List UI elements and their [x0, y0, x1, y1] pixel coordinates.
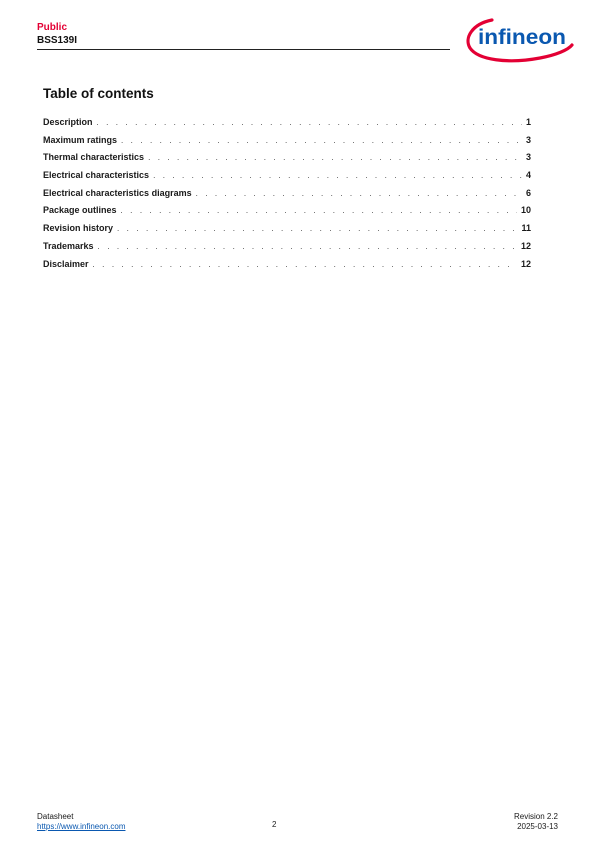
toc-entry[interactable]	[43, 223, 531, 241]
toc-entry-page[interactable]: 12	[520, 240, 531, 251]
toc-entry-label[interactable]: Disclaimer	[43, 258, 89, 269]
toc-leader-dots	[121, 206, 517, 215]
footer-right	[514, 812, 558, 832]
toc-entry-label[interactable]: Package outlines	[43, 205, 117, 216]
footer-left	[37, 812, 125, 832]
toc-leader-dots	[98, 242, 517, 251]
toc-leader-dots	[93, 260, 517, 269]
toc-entry[interactable]	[43, 188, 531, 206]
toc-entry[interactable]	[43, 152, 531, 170]
toc-entry-label[interactable]: Electrical characteristics diagrams	[43, 187, 192, 198]
header-rule	[37, 49, 450, 50]
footer-doc-type: Datasheet	[37, 812, 74, 821]
table-of-contents	[43, 117, 531, 276]
toc-entry-label[interactable]: Electrical characteristics	[43, 170, 150, 181]
toc-entry-page[interactable]: 11	[521, 223, 531, 234]
toc-leader-dots	[97, 118, 522, 127]
toc-entry-label[interactable]: Revision history	[43, 223, 114, 234]
toc-entry-label[interactable]: Description	[43, 117, 93, 127]
toc-entry-page[interactable]: 4	[525, 170, 531, 181]
toc-entry[interactable]	[43, 135, 531, 153]
toc-entry-label[interactable]: Maximum ratings	[43, 134, 118, 145]
infineon-logo	[462, 14, 576, 64]
toc-entry-page[interactable]: 12	[520, 258, 531, 269]
toc-entry[interactable]	[43, 170, 531, 188]
toc-entry[interactable]	[43, 117, 531, 135]
toc-leader-dots	[196, 189, 522, 198]
header-part-number: BSS139I	[37, 35, 78, 46]
toc-leader-dots	[117, 224, 517, 233]
toc-entry-page[interactable]: 3	[525, 152, 531, 163]
toc-entry-page[interactable]: 10	[520, 205, 531, 216]
toc-entry-page[interactable]: 3	[525, 134, 531, 145]
toc-entry[interactable]	[43, 259, 531, 277]
footer-date: 2025-03-13	[517, 822, 558, 831]
toc-leader-dots	[121, 136, 522, 145]
logo-text: infineon	[478, 26, 566, 49]
toc-entry-page[interactable]: 1	[525, 117, 531, 127]
toc-leader-dots	[148, 153, 522, 162]
toc-entry-page[interactable]: 6	[525, 187, 531, 198]
footer-url-link[interactable]: https://www.infineon.com	[37, 822, 126, 831]
toc-leader-dots	[153, 171, 522, 180]
toc-entry[interactable]	[43, 241, 531, 259]
toc-entry[interactable]	[43, 205, 531, 223]
page-title: Table of contents	[43, 86, 154, 101]
footer-page-number: 2	[272, 820, 277, 829]
header-classification: Public	[37, 22, 68, 33]
footer-revision: Revision 2.2	[513, 812, 558, 821]
toc-entry-label[interactable]: Thermal characteristics	[43, 152, 145, 163]
toc-entry-label[interactable]: Trademarks	[43, 240, 94, 251]
